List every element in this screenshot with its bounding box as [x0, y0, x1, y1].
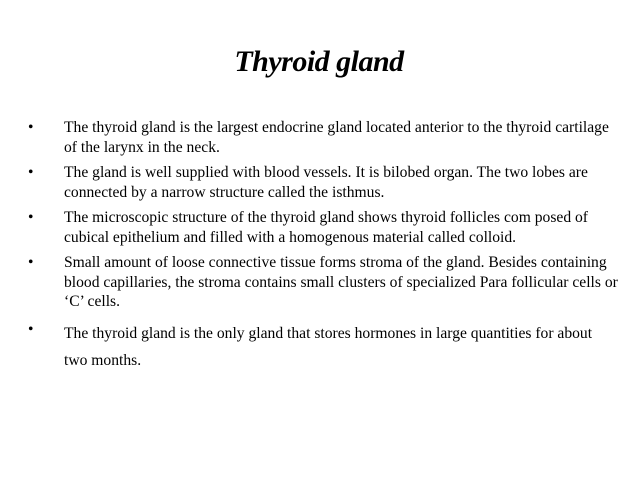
bullet-text: Small amount of loose connective tissue forms stroma of the gland. Besides containing blood capillaries, the stroma contains small clusters of specialized Para follicular cells or ‘C’ cells. [64, 254, 618, 310]
bullet-text: The thyroid gland is the only gland that stores hormones in large quantities for about two months. [64, 324, 593, 369]
bullet-text: The microscopic structure of the thyroid gland shows thyroid follicles com posed of cubical epithelium and filled with a homogenous material called colloid. [64, 209, 589, 246]
bullet-item [28, 253, 618, 312]
bullet-item [28, 118, 618, 157]
bullet-item [28, 320, 618, 374]
bullet-item [28, 208, 618, 247]
bullet-text: The thyroid gland is the largest endocrine gland located anterior to the thyroid cartilage of the larynx in the neck. [64, 119, 609, 156]
bullet-dot-icon: • [28, 164, 34, 181]
bullet-item [28, 163, 618, 202]
bullet-dot-icon: • [28, 254, 34, 271]
slide-title: Thyroid gland [234, 45, 404, 78]
bullet-dot-icon: • [28, 119, 34, 136]
bullet-dot-icon: • [28, 209, 34, 226]
bullet-list [28, 118, 618, 380]
bullet-text: The gland is well supplied with blood vessels. It is bilobed organ. The two lobes are connected by a narrow structure called the isthmus. [64, 164, 588, 201]
bullet-dot-icon: • [28, 320, 34, 338]
